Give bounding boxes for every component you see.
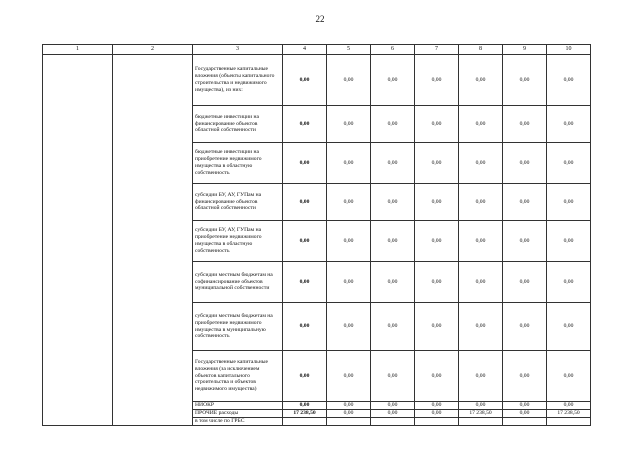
value-cell: 0,00 xyxy=(415,55,459,106)
value-cell: 0,00 xyxy=(371,262,415,303)
value-cell: 0,00 xyxy=(547,184,591,221)
value-cell: 0,00 xyxy=(503,184,547,221)
value-cell: 0,00 xyxy=(371,184,415,221)
row-label: ПРОЧИЕ расходы xyxy=(193,409,283,417)
value-cell: 0,00 xyxy=(327,402,371,410)
value-cell: 0,00 xyxy=(371,402,415,410)
value-cell: 0,00 xyxy=(547,143,591,184)
value-cell: 0,00 xyxy=(503,409,547,417)
value-cell: 0,00 xyxy=(327,303,371,351)
value-cell: 0,00 xyxy=(415,351,459,402)
value-cell: 0,00 xyxy=(283,303,327,351)
value-cell: 0,00 xyxy=(415,303,459,351)
column-number-row xyxy=(43,45,591,55)
value-cell: 0,00 xyxy=(547,303,591,351)
value-cell: 0,00 xyxy=(459,402,503,410)
row-label: субсидии БУ, АУ, ГУПам на приобретение недвижимого имущества в областную собственность xyxy=(193,221,283,262)
column-header: 8 xyxy=(459,45,503,55)
value-cell: 17 238,50 xyxy=(459,409,503,417)
value-cell: 0,00 xyxy=(459,351,503,402)
value-cell xyxy=(283,417,327,425)
value-cell: 0,00 xyxy=(327,221,371,262)
value-cell: 0,00 xyxy=(459,303,503,351)
value-cell: 0,00 xyxy=(503,143,547,184)
value-cell: 0,00 xyxy=(415,402,459,410)
column-header: 3 xyxy=(193,45,283,55)
value-cell: 0,00 xyxy=(503,221,547,262)
value-cell: 0,00 xyxy=(327,351,371,402)
row-label: субсидии местным бюджетам на приобретение недвижимого имущества в муниципальную собственность xyxy=(193,303,283,351)
value-cell: 0,00 xyxy=(459,221,503,262)
value-cell: 17 238,50 xyxy=(283,409,327,417)
value-cell: 0,00 xyxy=(283,221,327,262)
column-header: 4 xyxy=(283,45,327,55)
value-cell: 0,00 xyxy=(283,184,327,221)
row-label: НИОКР xyxy=(193,402,283,410)
value-cell: 0,00 xyxy=(283,402,327,410)
table-row xyxy=(43,55,591,106)
value-cell: 0,00 xyxy=(547,221,591,262)
value-cell: 0,00 xyxy=(327,55,371,106)
column-header: 5 xyxy=(327,45,371,55)
value-cell: 0,00 xyxy=(459,143,503,184)
value-cell: 0,00 xyxy=(459,106,503,143)
value-cell xyxy=(327,417,371,425)
row-label: Государственные капитальные вложения (за исключением объектов капитального строительства и объектов недвижимого имущества) xyxy=(193,351,283,402)
value-cell: 0,00 xyxy=(547,106,591,143)
value-cell: 0,00 xyxy=(503,351,547,402)
row-label: Государственные капитальные вложения (объекты капитального строительства и недвижимого имущества), из них: xyxy=(193,55,283,106)
value-cell: 0,00 xyxy=(547,351,591,402)
value-cell xyxy=(459,417,503,425)
value-cell: 0,00 xyxy=(503,402,547,410)
value-cell: 0,00 xyxy=(283,262,327,303)
column-header: 6 xyxy=(371,45,415,55)
column-header: 10 xyxy=(547,45,591,55)
value-cell xyxy=(371,417,415,425)
value-cell: 0,00 xyxy=(327,184,371,221)
value-cell: 0,00 xyxy=(415,143,459,184)
value-cell: 0,00 xyxy=(283,143,327,184)
value-cell: 0,00 xyxy=(459,55,503,106)
budget-table xyxy=(42,44,591,426)
column-header: 7 xyxy=(415,45,459,55)
merged-cell-col2 xyxy=(113,55,193,426)
column-header: 2 xyxy=(113,45,193,55)
page-number: 22 xyxy=(315,14,325,24)
value-cell: 0,00 xyxy=(327,409,371,417)
value-cell: 0,00 xyxy=(371,303,415,351)
row-label: субсидии БУ, АУ, ГУПам на финансирование объектов областной собственности xyxy=(193,184,283,221)
value-cell: 0,00 xyxy=(327,106,371,143)
value-cell: 0,00 xyxy=(459,184,503,221)
value-cell: 0,00 xyxy=(459,262,503,303)
row-label: бюджетные инвестиции на приобретение недвижимого имущества в областную собственность xyxy=(193,143,283,184)
value-cell: 0,00 xyxy=(371,55,415,106)
value-cell: 0,00 xyxy=(327,262,371,303)
value-cell: 0,00 xyxy=(283,55,327,106)
value-cell: 0,00 xyxy=(415,262,459,303)
value-cell xyxy=(547,417,591,425)
value-cell: 17 238,50 xyxy=(547,409,591,417)
value-cell: 0,00 xyxy=(371,143,415,184)
value-cell: 0,00 xyxy=(547,402,591,410)
value-cell: 0,00 xyxy=(415,106,459,143)
value-cell: 0,00 xyxy=(415,184,459,221)
column-header: 1 xyxy=(43,45,113,55)
value-cell: 0,00 xyxy=(371,351,415,402)
value-cell: 0,00 xyxy=(371,221,415,262)
value-cell: 0,00 xyxy=(547,262,591,303)
value-cell: 0,00 xyxy=(503,262,547,303)
value-cell: 0,00 xyxy=(327,143,371,184)
row-label: в том числе по ГРБС xyxy=(193,417,283,425)
column-header: 9 xyxy=(503,45,547,55)
value-cell xyxy=(415,417,459,425)
row-label: бюджетные инвестиции на финансирование объектов областной собственности xyxy=(193,106,283,143)
value-cell: 0,00 xyxy=(503,55,547,106)
value-cell: 0,00 xyxy=(371,409,415,417)
merged-cell-col1 xyxy=(43,55,113,426)
value-cell xyxy=(503,417,547,425)
value-cell: 0,00 xyxy=(503,106,547,143)
row-label: субсидии местным бюджетам на софинансирование объектов муниципальной собственности xyxy=(193,262,283,303)
value-cell: 0,00 xyxy=(415,221,459,262)
value-cell: 0,00 xyxy=(503,303,547,351)
value-cell: 0,00 xyxy=(547,55,591,106)
value-cell: 0,00 xyxy=(415,409,459,417)
value-cell: 0,00 xyxy=(371,106,415,143)
value-cell: 0,00 xyxy=(283,106,327,143)
value-cell: 0,00 xyxy=(283,351,327,402)
